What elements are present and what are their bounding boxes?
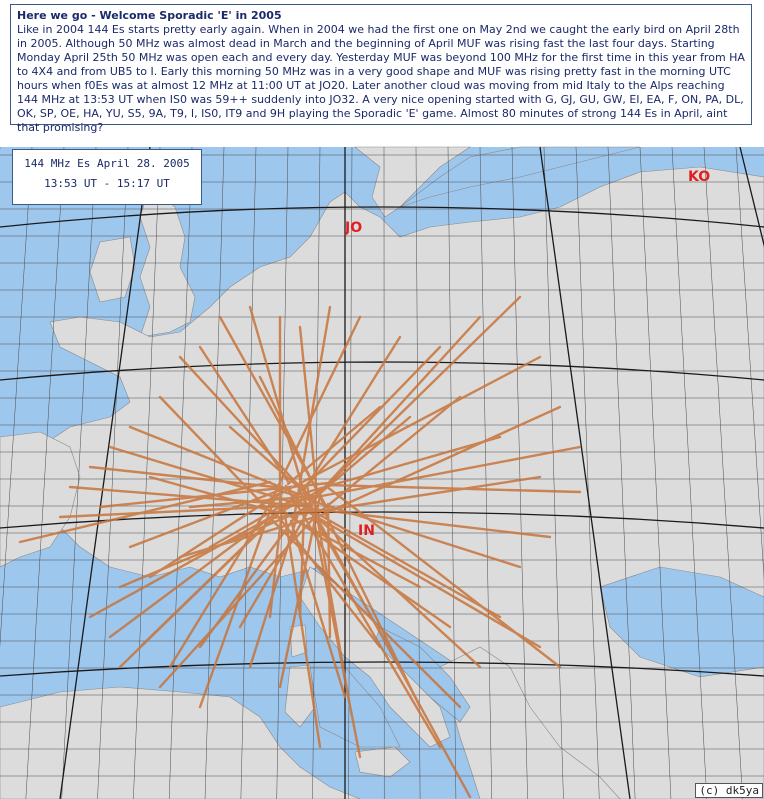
field-label-in: IN [358,523,375,539]
copyright-notice: (c) dk5ya [695,783,763,798]
description-box [10,4,752,134]
legend-time-range: 13:53 UT - 15:17 UT [44,177,170,190]
legend-band-date: 144 MHz Es April 28. 2005 [24,157,190,170]
field-label-jo: JO [345,220,363,236]
qso-map [0,147,764,799]
field-label-ko: KO [688,169,711,185]
map-canvas [0,147,764,799]
map-legend [12,149,202,205]
description-body: Like in 2004 144 Es starts pretty early again. When in 2004 we had the first one on May 2nd we caught the early bird on April 28th in 2005. Although 50 MHz was almost dead in March and the beginning of April MUF was rising fast the last four days. Starting Monday April 25th 50 MHz was open each and every day. Yesterday MUF was beyond 100 MHz for the first time in this year from HA to 4X4 and from UB5 to I. Early this morning 50 MHz was in a very good shape and MUF was rising pretty fast in the morning UTC hours when f0Es was at almost 12 MHz at 11:00 UT at JO20. Later another cloud was moving from mid Italy to the Alps reaching 144 MHz at 13:53 UT when IS0 was 59++ suddenly into JO32. A very nice opening started with G, GJ, GU, GW, EI, EA, F, ON, PA, DL, OK, SP, OE, HA, YU, S5, 9A, T9, I, IS0, IT9 and 9H playing the Sporadic 'E' game. Almost 80 minutes of strong 144 Es in April, aint that promising? [17,23,745,134]
description-title: Here we go - Welcome Sporadic 'E' in 2005 [17,9,282,22]
